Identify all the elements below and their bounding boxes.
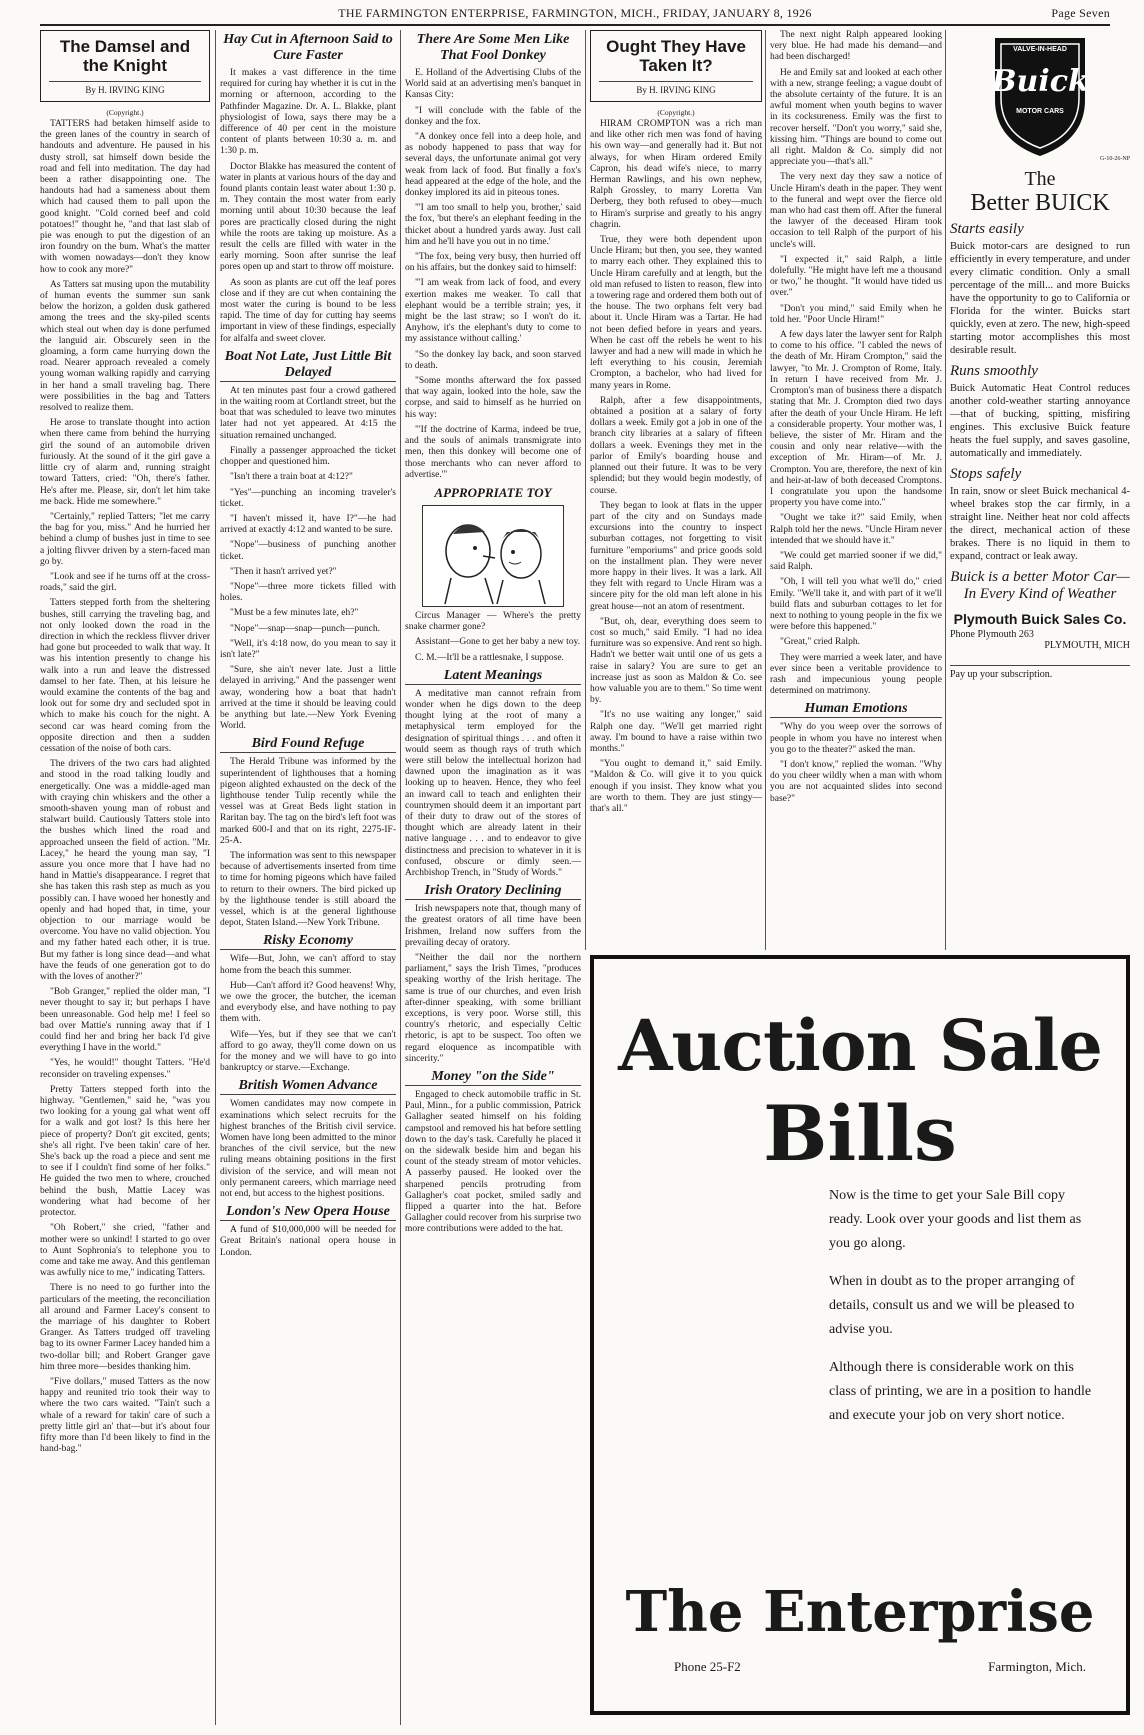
column-rule [765, 30, 766, 950]
article-toy [405, 611, 581, 664]
emblem-code: G-10-26-NP [1100, 156, 1130, 162]
buick-section-text: In rain, snow or sleet Buick mechanical 4-wheel brakes stop the car firmly, in a straight line. Neither heat nor cold affects the direct, mechanical action of these brakes. There is no liquid in them to expand, contract or leak away. [950, 486, 1130, 562]
auction-city: Farmington, Mich. [988, 1659, 1086, 1674]
article-latent [405, 689, 581, 879]
column-rule [400, 30, 401, 1725]
headline-donkey: There Are Some Men Like That Fool Donkey [416, 32, 570, 63]
paragraph: They began to look at flats in the upper part of the city and on Sundays made excursions into the country to inspect suburban cottages, not forgetting to visit furniture "emporiums" and price goods sold on the installment plan. They were never more happy in their lives. It was a lark. All they felt with regard to Uncle Hiram was a sincere pity for the old man left alone in his great house—not an atom of resentment. [590, 500, 762, 612]
paragraph: "It's no use waiting any longer," said Ralph one day. "We'll get married right away. I'm bound to have a raise within two months." [590, 710, 762, 754]
enterprise-brand: The Enterprise [625, 1579, 1095, 1645]
paragraph: "Must be a few minutes late, eh?" [230, 608, 359, 619]
headline-opera: London's New Opera House [220, 1204, 396, 1221]
paragraph: As soon as plants are cut off the leaf pores close and if they are cut when containing the most water the curing is bound to be less rapid. The time of day for cutting hay seems important in view of these findings, especially for alfalfa and sweet clover. [220, 277, 396, 344]
article-hay [220, 68, 396, 345]
paragraph: "Great," cried Ralph. [780, 637, 861, 648]
headline-hay: Hay Cut in Afternoon Said to Cure Faster [223, 32, 393, 63]
paragraph: A fund of $10,000,000 will be needed for Great Britain's national opera house in London. [220, 1225, 396, 1258]
paragraph: "Five dollars," mused Tatters as the now happy and reunited trio took their way to where the two cars waited. "Tain't such a whale of a reward for takin' care of such a pretty little girl an' that—but it's about four fifty more than I'd been likely to find in the hand-bag." [40, 1376, 210, 1455]
buick-headline-the: The [1024, 168, 1056, 190]
headline-economy: Risky Economy [220, 933, 396, 950]
paragraph: "Isn't there a train boat at 4:12?" [230, 472, 353, 483]
paragraph: "I haven't missed it, have I?"—he had arrived at exactly 4:12 and wanted to be sure. [220, 513, 396, 536]
paragraph: Irish newspapers note that, though many of the greatest orators of all time have been Irishmen, Ireland now suffers from the prevailing decay of oratory. [405, 904, 581, 948]
paragraph: "But, oh, dear, everything does seem to cost so much," said Emily. "I had no idea furniture was so expensive. And rent so high. Hadn't we better wait until one of us gets a raise in salary? You are sure to get an increase just as soon as Maldon & Co. see how valuable you are to them." So time went by. [590, 616, 762, 706]
article-women [220, 1099, 396, 1200]
paragraph: "'I am too small to help you, brother,' said the fox, 'but there's an elephant feeding in the thicket about a hundred yards away. Just call him and he'll have you out in no time.' [405, 203, 581, 247]
paragraph: "Oh Robert," she cried, "father and mother were so unkind! I started to go over to Aunt Sophronia's to telephone you to come and take me away. And this gentleman was awfully nice to me," indicating Tatters. [40, 1223, 210, 1279]
buick-advertisement [950, 30, 1130, 680]
column-rule [585, 30, 586, 950]
headline-irish: Irish Oratory Declining [405, 883, 581, 900]
emblem-script: Buick [991, 64, 1089, 99]
emblem-top-text: VALVE-IN-HEAD [1013, 46, 1067, 53]
paragraph: Pretty Tatters stepped forth into the highway. "Gentlemen," said he, "was you two looking for a young gal what went off for a walk and got lost? Is this here her piece of property? Don't git excited, gents; she's all right. I've been takin' care of her. She's back up the road a piece and sent me to see if I couldn't find some of her folks." He guided the two men to where, crouched behind the bush, Mattie Lacey was wondering what had become of her protector. [40, 1084, 210, 1219]
paragraph: HIRAM CROMPTON was a rich man and like other rich men was fond of having his own way—and generally had it. But not always, for when Hiram ordered Emily Capron, his dead wife's niece, to marry Herman Rawlings, and his own nephew, Ralph Grossley, to marry Loretta Van Derberg, they both refused to obey—much to Hiram's surprise and greatly to his angry chagrin. [590, 119, 762, 230]
auction-para-3: Although there is considerable work on this class of printing, we are in a position to handle and execute your job on very short notice. [829, 1360, 1092, 1423]
buick-section-text: Buick Automatic Heat Control reduces another cold-weather starting annoyance—that of bucking, spitting, misfiring engines. This exclusive Buick feature heats the fuel supply, and saves gasoline, automatically and immediately. [950, 383, 1130, 459]
dealer-city: PLYMOUTH, MICH [1044, 640, 1130, 651]
buick-closing: Buick is a better Motor Car—In Every Kind of Weather [950, 569, 1130, 602]
masthead [40, 6, 1110, 26]
byline: By H. IRVING KING [599, 81, 753, 95]
masthead-title: THE FARMINGTON ENTERPRISE, FARMINGTON, MICH., FRIDAY, JANUARY 8, 1926 [338, 6, 812, 20]
paragraph: "'I am weak from lack of food, and every exertion makes me weaker. To call that elephant would be a terrible strain; yes, it might be the last straw; so I won't do it. Anyhow, it's the elephant's duty to come to my assistance without calling.' [405, 278, 581, 345]
column-briefs-2 [220, 30, 396, 1730]
copyright: (Copyright.) [657, 108, 695, 117]
paragraph: "Nope"—snap—snap—punch—punch. [230, 623, 380, 634]
article-emotions [770, 722, 942, 804]
paragraph: Doctor Blakke has measured the content of water in plants at various hours of the day and found plants contain least water about 1:30 p. m. They contain the most water from early morning until about 10:30 because the leaf pores are practically closed during the night while the roots are taking up moisture. As a result the cells are filled with water in the early morning. Soon after sunrise the leaf pores open up and start to throw off moisture. [220, 161, 396, 273]
paragraph: Tatters stepped forth from the sheltering bushes, still carrying the traveling bag, and not only looked down the road in the direction in which the reckless flivver driver had gone but proceeded to walk that way. It was his intention presently to change his walk into a run and leave the distressed damsel to her fate. Then, at his leisure he would examine the contents of the bag and look out for some dry and secluded spot in which to make his couch for the night. A second car was heard coming from the opposite direction and then a sudden cessation of the noise of both cars. [40, 598, 210, 754]
paragraph: As Tatters sat musing upon the mutability of human events the summer sun sank below the horizon, a golden dusk gathered among the trees and the sky-piled scents which steal out when day is done perfumed the languid air. Obscurely seen in the gloaming, a form came hurrying down the road. Nearer approach revealed a comely young woman walking rapidly and carrying in her hand a small traveling bag. There were possibilities in the bag and Tatters resolved to realize them. [40, 279, 210, 414]
buick-section-title: Runs smoothly [950, 363, 1038, 379]
headline-latent: Latent Meanings [405, 668, 581, 685]
paragraph: Women candidates may now compete in examinations which select recruits for the highest branches of the British civil service. Women have long been admitted to the minor branches of the civil service, but the new ruling means obtaining positions in the first division of the service, and will mean not only permanent careers, which marriage need not end, but access to the highest positions. [220, 1099, 396, 1200]
paragraph: The Herald Tribune was informed by the superintendent of lighthouses that a homing pigeon alighted exhausted on the deck of the lighthouse tender Tulip recently while the vessel was at Great Beds light station in Raritan bay. The tag on the bird's left foot was marked 600-I and that on its right, 2275-IF-25-A. [220, 757, 396, 846]
paragraph: The very next day they saw a notice of Uncle Hiram's death in the paper. They went to the funeral and wept over the fierce old man who had cast them off. After the funeral the lawyer of the deceased Hiram took occasion to tell Ralph of the purport of his uncle's will. [770, 172, 942, 250]
auction-para-1: Now is the time to get your Sale Bill copy ready. Look over your goods and list them as you go along. [829, 1188, 1082, 1251]
auction-sale-bills-ad [590, 955, 1130, 1715]
article-bird [220, 757, 396, 929]
headline-boat: Boat Not Late, Just Little Bit Delayed [220, 349, 396, 382]
paragraph: "Nope"—business of punching another ticket. [220, 540, 396, 562]
paragraph: True, they were both dependent upon Uncle Hiram; but then, you see, they wanted to marry each other. They explained this to Uncle Hiram carefully and at length, but the old man refused to listen to reason, flew into a towering rage and ordered them both out of the house. The two orphans felt very bad about it. Uncle Hiram was a Tartar. He had not been defied before in years and years. When he cast off the rebels he went to his lawyer and had a new will made in which he left everything to his cousin, Jeremiah Crompton, a bachelor, who had lived for many years in Rome. [590, 235, 762, 391]
auction-headline: Auction Sale [618, 1004, 1102, 1087]
paragraph: "Oh, I will tell you what we'll do," cried Emily. "We'll take it, and with part of it we'll build flats and suburban cottages to let for next to nothing to young people in the fix we were before this happened." [770, 577, 942, 633]
auction-headline-bills: Bills [763, 1089, 957, 1178]
paragraph: "Well, it's 4:18 now, do you mean to say it isn't late?" [220, 638, 396, 660]
paragraph: "Certainly," replied Tatters; "let me carry the bag for you, miss." And he hurried her behind a clump of bushes just in time to see a jolting flivver driven by a stern-faced man go by. [40, 511, 210, 567]
paragraph: He and Emily sat and looked at each other with a new, strange feeling; a vague doubt of the absolute certainty of the future. It is an awful moment when youth begins to waver in its cocksureness. Emily was the first to recover herself. "Don't you worry," said she, kissing him. "Things are bound to come out all right. Maldon & Co. simply did not appreciate you—that's all." [770, 67, 942, 168]
buick-section-text: Buick motor-cars are designed to run efficiently in every temperature, and under every climatic condition. Only a small percentage of the mill... and more Buicks have the opportunity to go to California or Florida for the winter. Buicks start quickly, even at zero. The new, high-speed starting motor accomplishes this most desirable result. [950, 241, 1130, 356]
byline: By H. IRVING KING [49, 81, 201, 95]
paragraph: Circus Manager — Where's the pretty snake charmer gone? [405, 610, 581, 633]
article-money [405, 1090, 581, 1236]
article-donkey [405, 68, 581, 481]
story-body [590, 119, 762, 815]
paragraph: The information was sent to this newspaper because of advertisements inserted from time to time for homing pigeons which have failed to return to their owners. The bird picked up by the lighthouse tender is still aboard the vessel, which is at the general lighthouse depot, Staten Island.—New York Tribune. [220, 850, 396, 929]
headline-toy: APPROPRIATE TOY [434, 484, 552, 500]
buick-headline: Better BUICK [970, 190, 1110, 216]
paragraph: A few days later the lawyer sent for Ralph to come to his office. "I cabled the news of the death of Mr. Hiram Crompton," said the lawyer, "to Mr. J. Crompton of Rome, Italy. In return I have received from Mr. J. Crompton's man of business there a dispatch stating that Mr. J. Crompton died two days after the death of your Uncle Hiram. He left a considerable property. Your mother was, I believe, the sister of Mr. Hiram and the cousin and only near relative—with the exception of Mr. Hiram—of Mr. J. Crompton. You are, therefore, the next of kin and heir-at-law of both deceased Cromptons. I congratulate you upon the handsome property you have come into." [770, 330, 942, 509]
paragraph: "I will conclude with the fable of the donkey and the fox. [405, 105, 581, 127]
copyright: (Copyright.) [106, 108, 144, 117]
paragraph: "So the donkey lay back, and soon starved to death. [405, 349, 581, 371]
paragraph: "We could get married sooner if we did," said Ralph. [770, 550, 942, 573]
paragraph: They were married a week later, and have ever since been a veritable providence to rash and impecunious young people determined on matrimony. [770, 652, 942, 697]
column-story-ought [590, 30, 762, 950]
paragraph: At ten minutes past four a crowd gathered in the waiting room at Cortlandt street, but the boat that was scheduled to leave two minutes later had not yet appeared. At 4:15 the situation remained unchanged. [220, 385, 396, 441]
headline-bird: Bird Found Refuge [220, 736, 396, 753]
buick-sections [950, 221, 1130, 563]
paragraph: Finally a passenger approached the ticket chopper and questioned him. [220, 445, 396, 468]
paragraph: "A donkey once fell into a deep hole, and as nobody happened to pass that way for several days, the unfortunate animal got very weak from lack of food. But finally a fox's head appeared at the edge of the hole, and the donkey implored its aid in piteous tones. [405, 132, 581, 199]
paragraph: "Sure, she ain't never late. Just a little delayed in arriving." And the passenger went away, wondering how a boat that hadn't arrived at the time it should be leaving could be anything but late.—New York Evening World. [220, 665, 396, 732]
paragraph: "Yes"—punching an incoming traveler's ticket. [220, 487, 396, 509]
auction-phone: Phone 25-F2 [674, 1659, 741, 1674]
paragraph: It makes a vast difference in the time required for curing hay whether it is cut in the morning or afternoon, according to the Pathfinder Magazine. Dr. A. L. Blakke, plant physiologist of Iowa, says there may be a difference of 40 per cent in the moisture content of plants between 10:30 a. m. and 1:30 p. m. [220, 68, 396, 157]
auction-para-2: When in doubt as to the proper arranging of details, consult us and we will be pleased to advise you. [829, 1274, 1075, 1337]
paragraph: A meditative man cannot refrain from wonder when he digs down to the deep thought lying at the root of many a metaphysical term employed for the designation of spiritual things . . . and often it would seem as though rays of truth which were still below the intellectual horizon had dawned upon the imagination as it was looking up to heaven. Hence, they who feel an inward call to teach and enlighten their countrymen should deem it an important part of their duty to draw out of the stores of thought which are already latent in their native language . . . and to endeavor to give distinctness and precision to whatever in it is confused, obscure or dimly seen.—Archbishop Trench, in "Study of Words." [405, 688, 581, 878]
paragraph: The drivers of the two cars had alighted and stood in the road talking loudly and energetically. One was a middle-aged man with craying chin whiskers and the other a smooth-shaven young man of robust and stalwart build. Cautiously Tatters stole into the bushes which lined the road and approached unseen the field of action. "Mr. Lacey," he heard the young man say, "I assure you once more that I have had no hand in Mattie's disappearance. I regret that she has taken this rash step as much as you possibly can. I have wooed her honestly and openly and had hoped that, in time, your objection to our marriage would be overcome. You have no valid objection. You and my father hated each other, it is true. But my father is long since dead—and what have the feuds of one generation got to do with the loves of another?" [40, 759, 210, 983]
article-boat [220, 386, 396, 732]
story-body-continued [770, 30, 942, 697]
column-rule [215, 30, 216, 1725]
dealer-phone: Phone Plymouth 263 [950, 629, 1034, 640]
story-body [40, 119, 210, 1455]
column-story-continued [770, 30, 942, 950]
headline-emotions: Human Emotions [770, 701, 942, 718]
paragraph: Wife—Yes, but if they see that we can't afford to go away, they'll come down on us for the money and we will have to go into bankruptcy or starve.—Exchange. [220, 1029, 396, 1074]
paragraph: "I expected it," said Ralph, a little dolefully. "He might have left me a thousand or two," he thought. "It would have tided us over." [770, 254, 942, 299]
buick-emblem [985, 30, 1095, 160]
story-title-box [40, 30, 210, 102]
paragraph: He arose to translate thought into action when there came from behind the hurrying girl the sound of an automobile driven furiously. At the sound of it the girl gave a little cry of alarm and, running straight toward Tatters, cried: "Oh, there's father. He's after me. Please, sir, don't let him take me back. Hide me somewhere." [40, 418, 210, 507]
column-story-damsel [40, 30, 210, 1730]
paragraph: E. Holland of the Advertising Clubs of the World said at an advertising men's banquet in Kansas City: [405, 68, 581, 101]
paragraph: There is no need to go further into the particulars of the meeting, the reconciliation all around and Farmer Lacey's consent to the marriage of his daughter to Robert Granger. As Tatters trudged off traveling bag to its owner Farmer Lacey handed him a two-dollar bill; and Robert Granger gave him three more—besides thanking him. [40, 1283, 210, 1372]
paragraph: "'If the doctrine of Karma, indeed be true, and the souls of animals transmigrate into men, then this donkey will become one of those merchants who can never afford to advertise.'" [405, 424, 581, 480]
paragraph: Wife—But, John, we can't afford to stay home from the beach this summer. [220, 954, 396, 976]
paragraph: "Bob Granger," replied the older man, "I never thought to say it; but perhaps I have been unreasonable. God help me! I feel so bad over Mattie's running away that if I could find her and bring her back I'd give everything I have in the world." [40, 987, 210, 1054]
article-irish [405, 904, 581, 1065]
paragraph: "Yes, he would!" thought Tatters. "He'd reconsider on traveling expenses." [40, 1058, 210, 1080]
paragraph: Ralph, after a few disappointments, obtained a position at a salary of forty dollars a week. Emily got a job in one of the branch city libraries at a salary of fifteen dollars a week. Evenings they met in the parlor of Emily's boarding house and planned out their future. It was to be very splendid; but they would begin modestly, of course. [590, 395, 762, 496]
subscription-notice: Pay up your subscription. [950, 665, 1130, 680]
paragraph: The next night Ralph appeared looking very blue. He had made his demand—and had been discharged! [770, 30, 942, 63]
story-title: The Damsel and the Knight [59, 37, 191, 75]
paragraph: TATTERS had betaken himself aside to the green lanes of the country in search of handouts and adventure. He paused in his dusty stroll, sat himself down beside the road and fell into meditation. The day had been a rather disappointing one. The handouts had had a sameness about them which had caused them to pall upon the good knight. "Cold corned beef and cold potatoes!" thought he, "and that last slab of pie was enough to put the digestion of an iron foundry on the bum. What's the matter with women nowadays—don't they know how to cook any more?" [40, 119, 210, 275]
paragraph: "The fox, being very busy, then hurried off on his affairs, but the donkey said to himself: [405, 252, 581, 274]
paragraph: Assistant—Gone to get her baby a new toy. [415, 637, 581, 648]
paragraph: "Some months afterward the fox passed that way again, looked into the hole, saw the corpse, and said to himself as he hurried on his way: [405, 376, 581, 420]
story-title-box [590, 30, 762, 102]
buick-section-title: Stops safely [950, 466, 1022, 482]
article-opera [220, 1225, 396, 1259]
headline-money: Money "on the Side" [405, 1069, 581, 1086]
page-number: Page Seven [1051, 6, 1110, 20]
paragraph: "You ought to demand it," said Emily. "Maldon & Co. will give it to you quick enough if you insist. They know what you are worth to them. They are just stingy—that's all." [590, 759, 762, 814]
paragraph: "Look and see if he turns off at the cross-roads," said the girl. [40, 571, 210, 594]
column-rule [945, 30, 946, 950]
story-title: Ought They Have Taken It? [606, 37, 746, 75]
paragraph: "Don't you mind," said Emily when he told her. "Poor Uncle Hiram!" [770, 303, 942, 325]
emblem-bottom-text: MOTOR CARS [1016, 108, 1064, 115]
paragraph: "Ought we take it?" said Emily, when Ralph told her the news. "Uncle Hiram never intended that we should have it." [770, 513, 942, 546]
headline-women: British Women Advance [220, 1078, 396, 1095]
paragraph: "Then it hasn't arrived yet?" [230, 566, 337, 577]
paragraph: "Nope"—three more tickets filled with holes. [220, 581, 396, 604]
cartoon-illustration [422, 505, 564, 607]
article-economy [220, 954, 396, 1074]
paragraph: C. M.—It'll be a rattlesnake, I suppose. [415, 652, 564, 663]
auction-copy [829, 1184, 1099, 1428]
paragraph: "Neither the dail nor the northern parliament," says the Irish Times, "produces speaking worthy of the Irish heritage. The same is true of our churches, and even Irish after-dinner speaking, with some brilliant exceptions, is very poor. Worse still, this country's rhetoric, and especially Celtic rhetoric, is apt to be suspect. Too often we regard eloquence as incompatible with sincerity." [405, 952, 581, 1064]
paragraph: "Why do you weep over the sorrows of people in whom you have no interest when you go to the theater?" asked the man. [770, 722, 942, 755]
buick-section-title: Starts easily [950, 221, 1024, 237]
dealer-name: Plymouth Buick Sales Co. [953, 611, 1127, 627]
paragraph: Engaged to check automobile traffic in St. Paul, Minn., for a public commission, Patrick Gallagher seated himself on his folding campstool and removed his hat before settling down to the day's task. Carefully he placed it on the sidewalk beside him and began his count of the steady stream of motor vehicles. A passerby paused. He looked over the sharpened pencils protruding from Gallagher's coat pocket, smiled sadly and flipped a quarter into the hat. Before Gallagher could recover from his surprise two more contributions were added to the hat. [405, 1090, 581, 1235]
paragraph: "I don't know," replied the woman. "Why do you cheer wildly when a man with whom you are not acquainted slides into second base?" [770, 759, 942, 804]
paragraph: Hub—Can't afford it? Good heavens! Why, we owe the grocer, the butcher, the iceman and everybody else, and have nothing to pay them with. [220, 980, 396, 1025]
column-briefs-3 [405, 30, 581, 1730]
